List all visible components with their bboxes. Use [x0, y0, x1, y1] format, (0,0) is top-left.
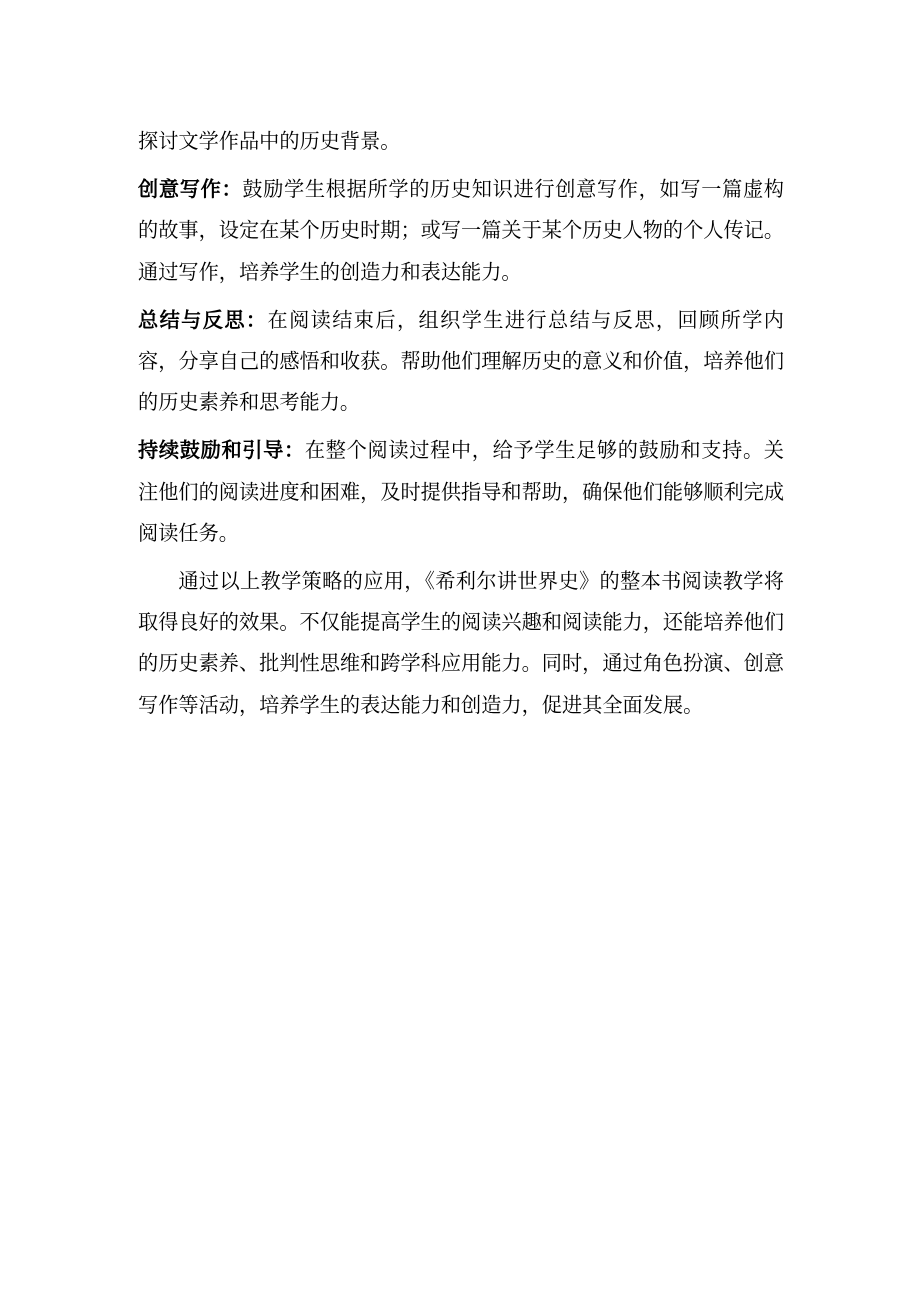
conclusion-paragraph: [138, 561, 784, 726]
continuation-text: 探讨文学作品中的历史背景。: [138, 129, 401, 153]
section-body: 鼓励学生根据所学的历史知识进行创意写作，如写一篇虚构的故事，设定在某个历史时期；或写一篇关于某个历史人物的个人传记。通过写作，培养学生的创造力和表达能力。: [138, 177, 785, 284]
section-heading: 持续鼓励和引导：: [138, 438, 305, 463]
section-encouragement: [138, 430, 784, 554]
continuation-paragraph: [138, 121, 784, 162]
section-summary-reflection: [138, 300, 784, 424]
section-creative-writing: [138, 169, 784, 293]
conclusion-text: 通过以上教学策略的应用，《希利尔讲世界史》的整本书阅读教学将取得良好的效果。不仅能提高学生的阅读兴趣和阅读能力，还能培养他们的历史素养、批判性思维和跨学科应用能力。同时，通过角色扮演、创意写作等活动，培养学生的表达能力和创造力，促进其全面发展。: [138, 569, 785, 717]
section-body: 在整个阅读过程中，给予学生足够的鼓励和支持。关注他们的阅读进度和困难，及时提供指导和帮助，确保他们能够顺利完成阅读任务。: [138, 438, 785, 545]
document-body: [138, 121, 784, 726]
section-heading: 创意写作：: [138, 177, 243, 202]
section-body: 在阅读结束后，组织学生进行总结与反思，回顾所学内容，分享自己的感悟和收获。帮助他们理解历史的意义和价值，培养他们的历史素养和思考能力。: [138, 307, 785, 415]
section-heading: 总结与反思：: [138, 307, 268, 332]
